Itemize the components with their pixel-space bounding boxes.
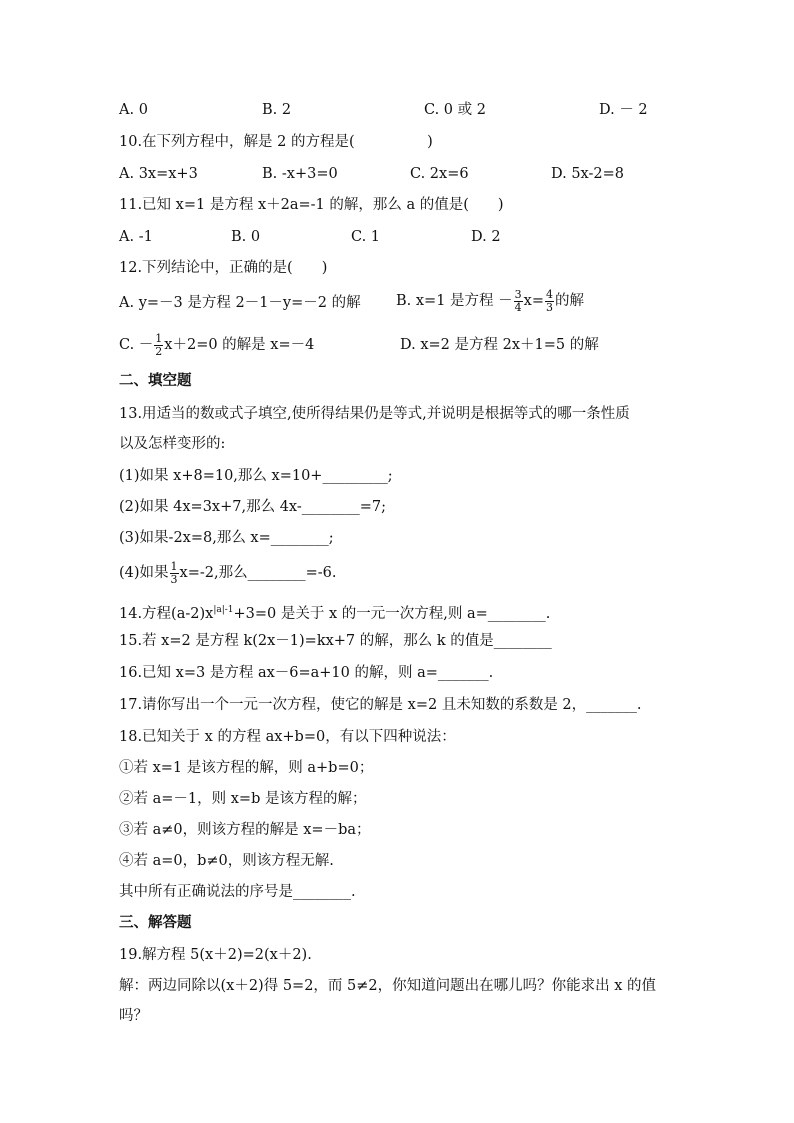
- section-title-fill-in: 二、填空题: [119, 373, 192, 389]
- q10-option-d: D. 5x-2=8: [551, 166, 624, 182]
- q18-statement-1: ①若 x=1 是该方程的解，则 a+b=0；: [119, 760, 374, 776]
- q13-stem-line1: 13.用适当的数或式子填空,使所得结果仍是等式,并说明是根据等式的哪一条性质: [119, 406, 630, 422]
- fraction-numerator: 1: [170, 559, 178, 573]
- fraction-numerator: 4: [545, 287, 553, 301]
- q10-stem: 10.在下列方程中，解是 2 的方程是( ): [119, 134, 433, 150]
- q9-option-a: A. 0: [119, 102, 148, 118]
- q13-part1: (1)如果 x+8=10,那么 x=10+_________;: [119, 468, 393, 484]
- q19-solution-line1: 解：两边同除以(x＋2)得 5=2，而 5≠2，你知道问题出在哪儿吗？你能求出 x 的值: [119, 978, 657, 994]
- fraction: [514, 289, 523, 314]
- q11-stem: 11.已知 x=1 是方程 x＋2a=-1 的解，那么 a 的值是( ): [119, 197, 504, 213]
- q13-part4: [119, 553, 337, 593]
- fraction-denominator: 3: [545, 300, 553, 314]
- q12-option-c-suffix: x＋2=0 的解是 x=－4: [164, 337, 315, 353]
- q12-option-a: A. y=－3 是方程 2－1－y=－2 的解: [119, 295, 361, 311]
- q12-option-b: [396, 281, 584, 321]
- q18-statement-4: ④若 a=0，b≠0，则该方程无解.: [119, 853, 334, 869]
- q9-option-d: D. － 2: [599, 102, 648, 118]
- section-title-solve: 三、解答题: [119, 915, 192, 931]
- q10-option-b: B. -x+3=0: [262, 166, 338, 182]
- fraction-numerator: 1: [155, 331, 163, 345]
- q12-option-b-prefix: B. x=1 是方程 －: [396, 293, 513, 309]
- q12-option-b-suffix: 的解: [554, 293, 584, 309]
- q9-option-c: C. 0 或 2: [424, 102, 486, 118]
- fraction-denominator: 4: [514, 300, 522, 314]
- q11-option-b: B. 0: [231, 229, 261, 245]
- fraction: [545, 289, 554, 314]
- q16: 16.已知 x=3 是方程 ax－6=a+10 的解，则 a=_______.: [119, 665, 494, 681]
- q18-question: 其中所有正确说法的序号是________.: [119, 884, 356, 900]
- q13-part4-prefix: (4)如果: [119, 565, 169, 581]
- fraction: [154, 333, 163, 358]
- q11-option-a: A. -1: [119, 229, 153, 245]
- q12-option-b-mid: x=: [523, 293, 544, 309]
- q17: 17.请你写出一个一元一次方程，使它的解是 x=2 且未知数的系数是 2，_______.: [119, 697, 642, 713]
- q18-statement-2: ②若 a=－1，则 x=b 是该方程的解；: [119, 791, 367, 807]
- q19-stem: 19.解方程 5(x＋2)=2(x＋2).: [119, 947, 312, 963]
- q12-stem: 12.下列结论中，正确的是( ): [119, 260, 328, 276]
- fraction-denominator: 2: [155, 344, 163, 358]
- q13-part4-suffix: x=-2,那么________=-6.: [179, 565, 337, 581]
- q14-suffix: +3=0 是关于 x 的一元一次方程,则 a=________.: [233, 606, 551, 622]
- fraction-denominator: 3: [170, 572, 178, 586]
- q14-exponent: |a|-1: [213, 605, 234, 615]
- q12-option-c: [119, 325, 314, 365]
- q12-option-d: D. x=2 是方程 2x＋1=5 的解: [400, 337, 599, 353]
- fraction-numerator: 3: [514, 287, 522, 301]
- fraction: [170, 561, 179, 586]
- q18-stem: 18.已知关于 x 的方程 ax+b=0，有以下四种说法：: [119, 729, 456, 745]
- q15: 15.若 x=2 是方程 k(2x－1)=kx+7 的解，那么 k 的值是________: [119, 633, 552, 649]
- q10-option-a: A. 3x=x+3: [119, 166, 198, 182]
- q13-stem-line2: 以及怎样变形的:: [119, 436, 226, 452]
- q19-solution-line2: 吗？: [119, 1008, 148, 1024]
- q18-statement-3: ③若 a≠0，则该方程的解是 x=－ba；: [119, 822, 371, 838]
- q11-option-c: C. 1: [351, 229, 381, 245]
- q11-option-d: D. 2: [471, 229, 501, 245]
- q9-option-b: B. 2: [262, 102, 292, 118]
- q12-option-c-prefix: C. －: [119, 337, 154, 353]
- q13-part3: (3)如果-2x=8,那么 x=________;: [119, 530, 334, 546]
- q10-option-c: C. 2x=6: [410, 166, 469, 182]
- q14-prefix: 14.方程(a-2)x: [119, 606, 214, 622]
- q14: [119, 600, 550, 624]
- q13-part2: (2)如果 4x=3x+7,那么 4x-________=7;: [119, 499, 387, 515]
